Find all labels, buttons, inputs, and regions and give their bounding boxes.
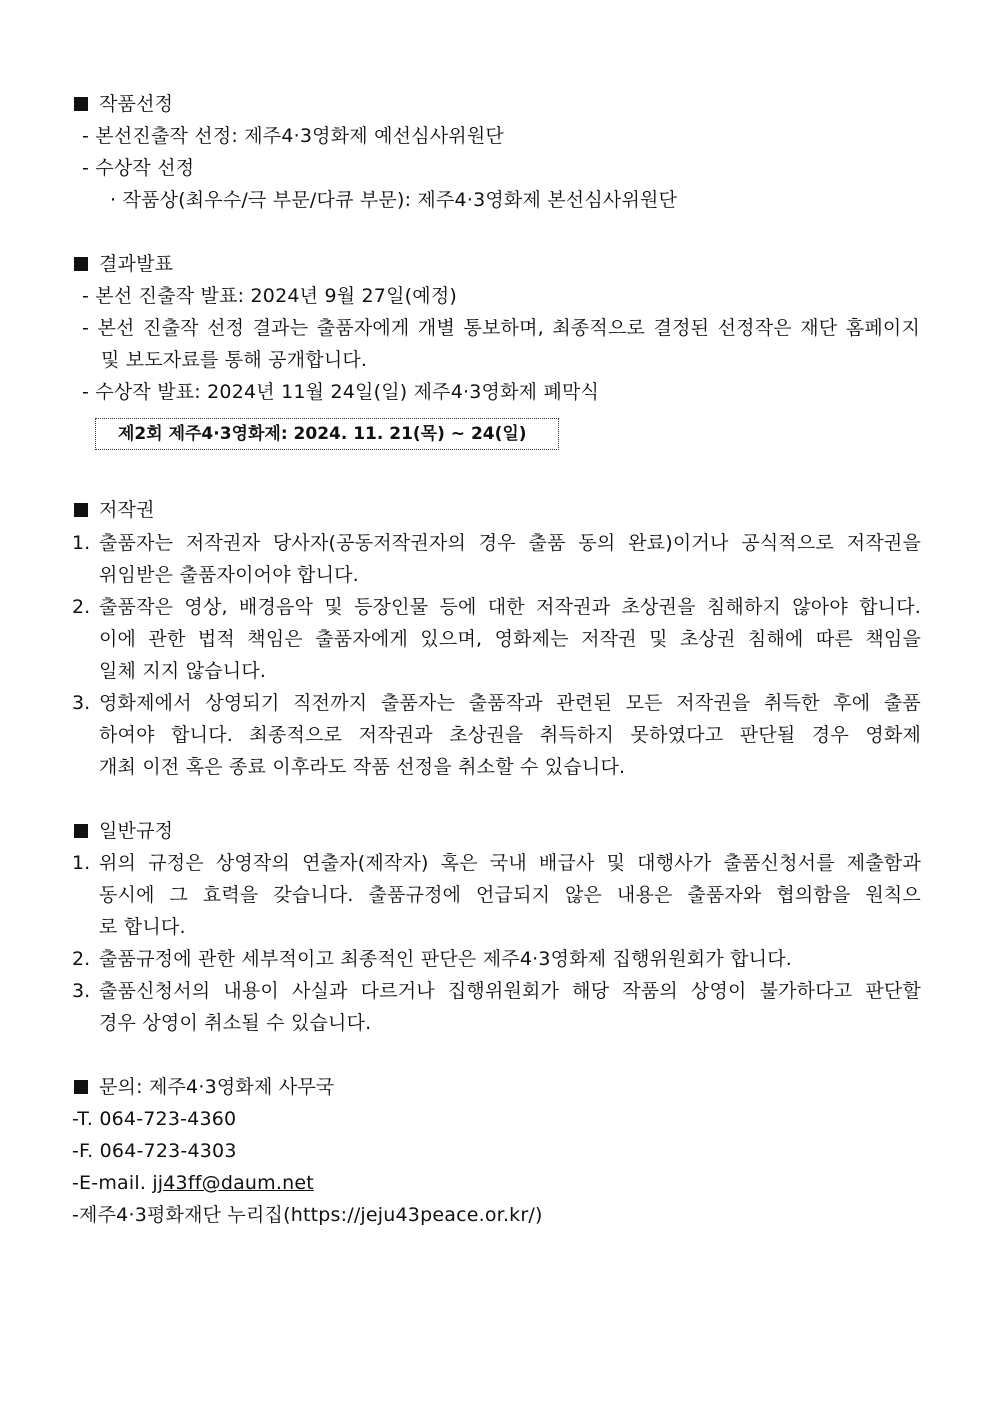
general-item-1-line3: 로 합니다. <box>99 916 186 938</box>
section-heading-contact: 문의: 제주4·3영화제 사무국 <box>74 1075 334 1099</box>
square-bullet-icon <box>74 257 88 271</box>
copyright-item-number: 2. <box>72 596 91 618</box>
section-heading-results: 결과발표 <box>74 252 173 276</box>
copyright-item-2-line1: 출품작은 영상, 배경음악 및 등장인물 등에 대한 저작권과 초상권을 침해하지 않아야 합니다. <box>99 596 921 618</box>
copyright-item-3-line2: 하여야 합니다. 최종적으로 저작권과 초상권을 취득하지 못하였다고 판단될 경우 영화제 <box>99 724 921 746</box>
selection-item-award: - 수상작 선정 <box>82 157 195 179</box>
festival-dates-notice: 제2회 제주4·3영화제: 2024. 11. 21(목) ~ 24(일) <box>95 418 559 450</box>
contact-fax: -F. 064-723-4303 <box>72 1140 237 1162</box>
square-bullet-icon <box>74 503 88 517</box>
copyright-item-number: 3. <box>72 692 91 714</box>
general-item-number: 3. <box>72 980 91 1002</box>
results-item-notification-line2: 및 보도자료를 통해 공개합니다. <box>101 349 368 371</box>
copyright-item-2-line3: 일체 지지 않습니다. <box>99 660 267 682</box>
general-item-3-line1: 출품신청서의 내용이 사실과 다르거나 집행위원회가 해당 작품의 상영이 불가하다고 판단할 <box>99 980 921 1002</box>
copyright-item-1-line1: 출품자는 저작권자 당사자(공동저작권자의 경우 출품 동의 완료)이거나 공식적으로 저작권을 <box>99 532 921 554</box>
square-bullet-icon <box>74 824 88 838</box>
section-heading-general: 일반규정 <box>74 819 173 843</box>
contact-website[interactable]: -제주4·3평화재단 누리집(https://jeju43peace.or.kr/) <box>72 1204 543 1226</box>
general-item-number: 1. <box>72 852 91 874</box>
results-item-finalists: - 본선 진출작 발표: 2024년 9월 27일(예정) <box>82 285 457 307</box>
general-item-number: 2. <box>72 948 91 970</box>
square-bullet-icon <box>74 97 88 111</box>
copyright-item-number: 1. <box>72 532 91 554</box>
selection-subitem-award-jury: · 작품상(최우수/극 부문/다큐 부문): 제주4·3영화제 본선심사위원단 <box>110 189 678 211</box>
results-item-award-announce: - 수상작 발표: 2024년 11월 24일(일) 제주4·3영화제 폐막식 <box>82 381 600 403</box>
square-bullet-icon <box>74 1080 88 1094</box>
general-item-3-line2: 경우 상영이 취소될 수 있습니다. <box>99 1012 372 1034</box>
general-item-1-line1: 위의 규정은 상영작의 연출자(제작자) 혹은 국내 배급사 및 대행사가 출품신청서를 제출함과 <box>99 852 921 874</box>
section-heading-copyright: 저작권 <box>74 498 155 522</box>
email-link[interactable]: jj43ff@daum.net <box>152 1172 314 1194</box>
copyright-item-3-line1: 영화제에서 상영되기 직전까지 출품자는 출품작과 관련된 모든 저작권을 취득한 후에 출품 <box>99 692 921 714</box>
general-item-2-line1: 출품규정에 관한 세부적이고 최종적인 판단은 제주4·3영화제 집행위원회가 합니다. <box>99 948 793 970</box>
copyright-item-1-line2: 위임받은 출품자이어야 합니다. <box>99 564 359 586</box>
results-item-notification-line1: - 본선 진출작 선정 결과는 출품자에게 개별 통보하며, 최종적으로 결정된 선정작은 재단 홈페이지 <box>82 317 920 339</box>
section-heading-selection: 작품선정 <box>74 92 173 116</box>
copyright-item-3-line3: 개최 이전 혹은 종료 이후라도 작품 선정을 취소할 수 있습니다. <box>99 756 626 778</box>
contact-email-row: -E-mail. jj43ff@daum.net <box>72 1172 314 1194</box>
contact-tel: -T. 064-723-4360 <box>72 1108 237 1130</box>
general-item-1-line2: 동시에 그 효력을 갖습니다. 출품규정에 언급되지 않은 내용은 출품자와 협의함을 원칙으 <box>99 884 921 906</box>
selection-item-preliminary: - 본선진출작 선정: 제주4·3영화제 예선심사위원단 <box>82 125 504 147</box>
copyright-item-2-line2: 이에 관한 법적 책임은 출품자에게 있으며, 영화제는 저작권 및 초상권 침해에 따른 책임을 <box>99 628 921 650</box>
